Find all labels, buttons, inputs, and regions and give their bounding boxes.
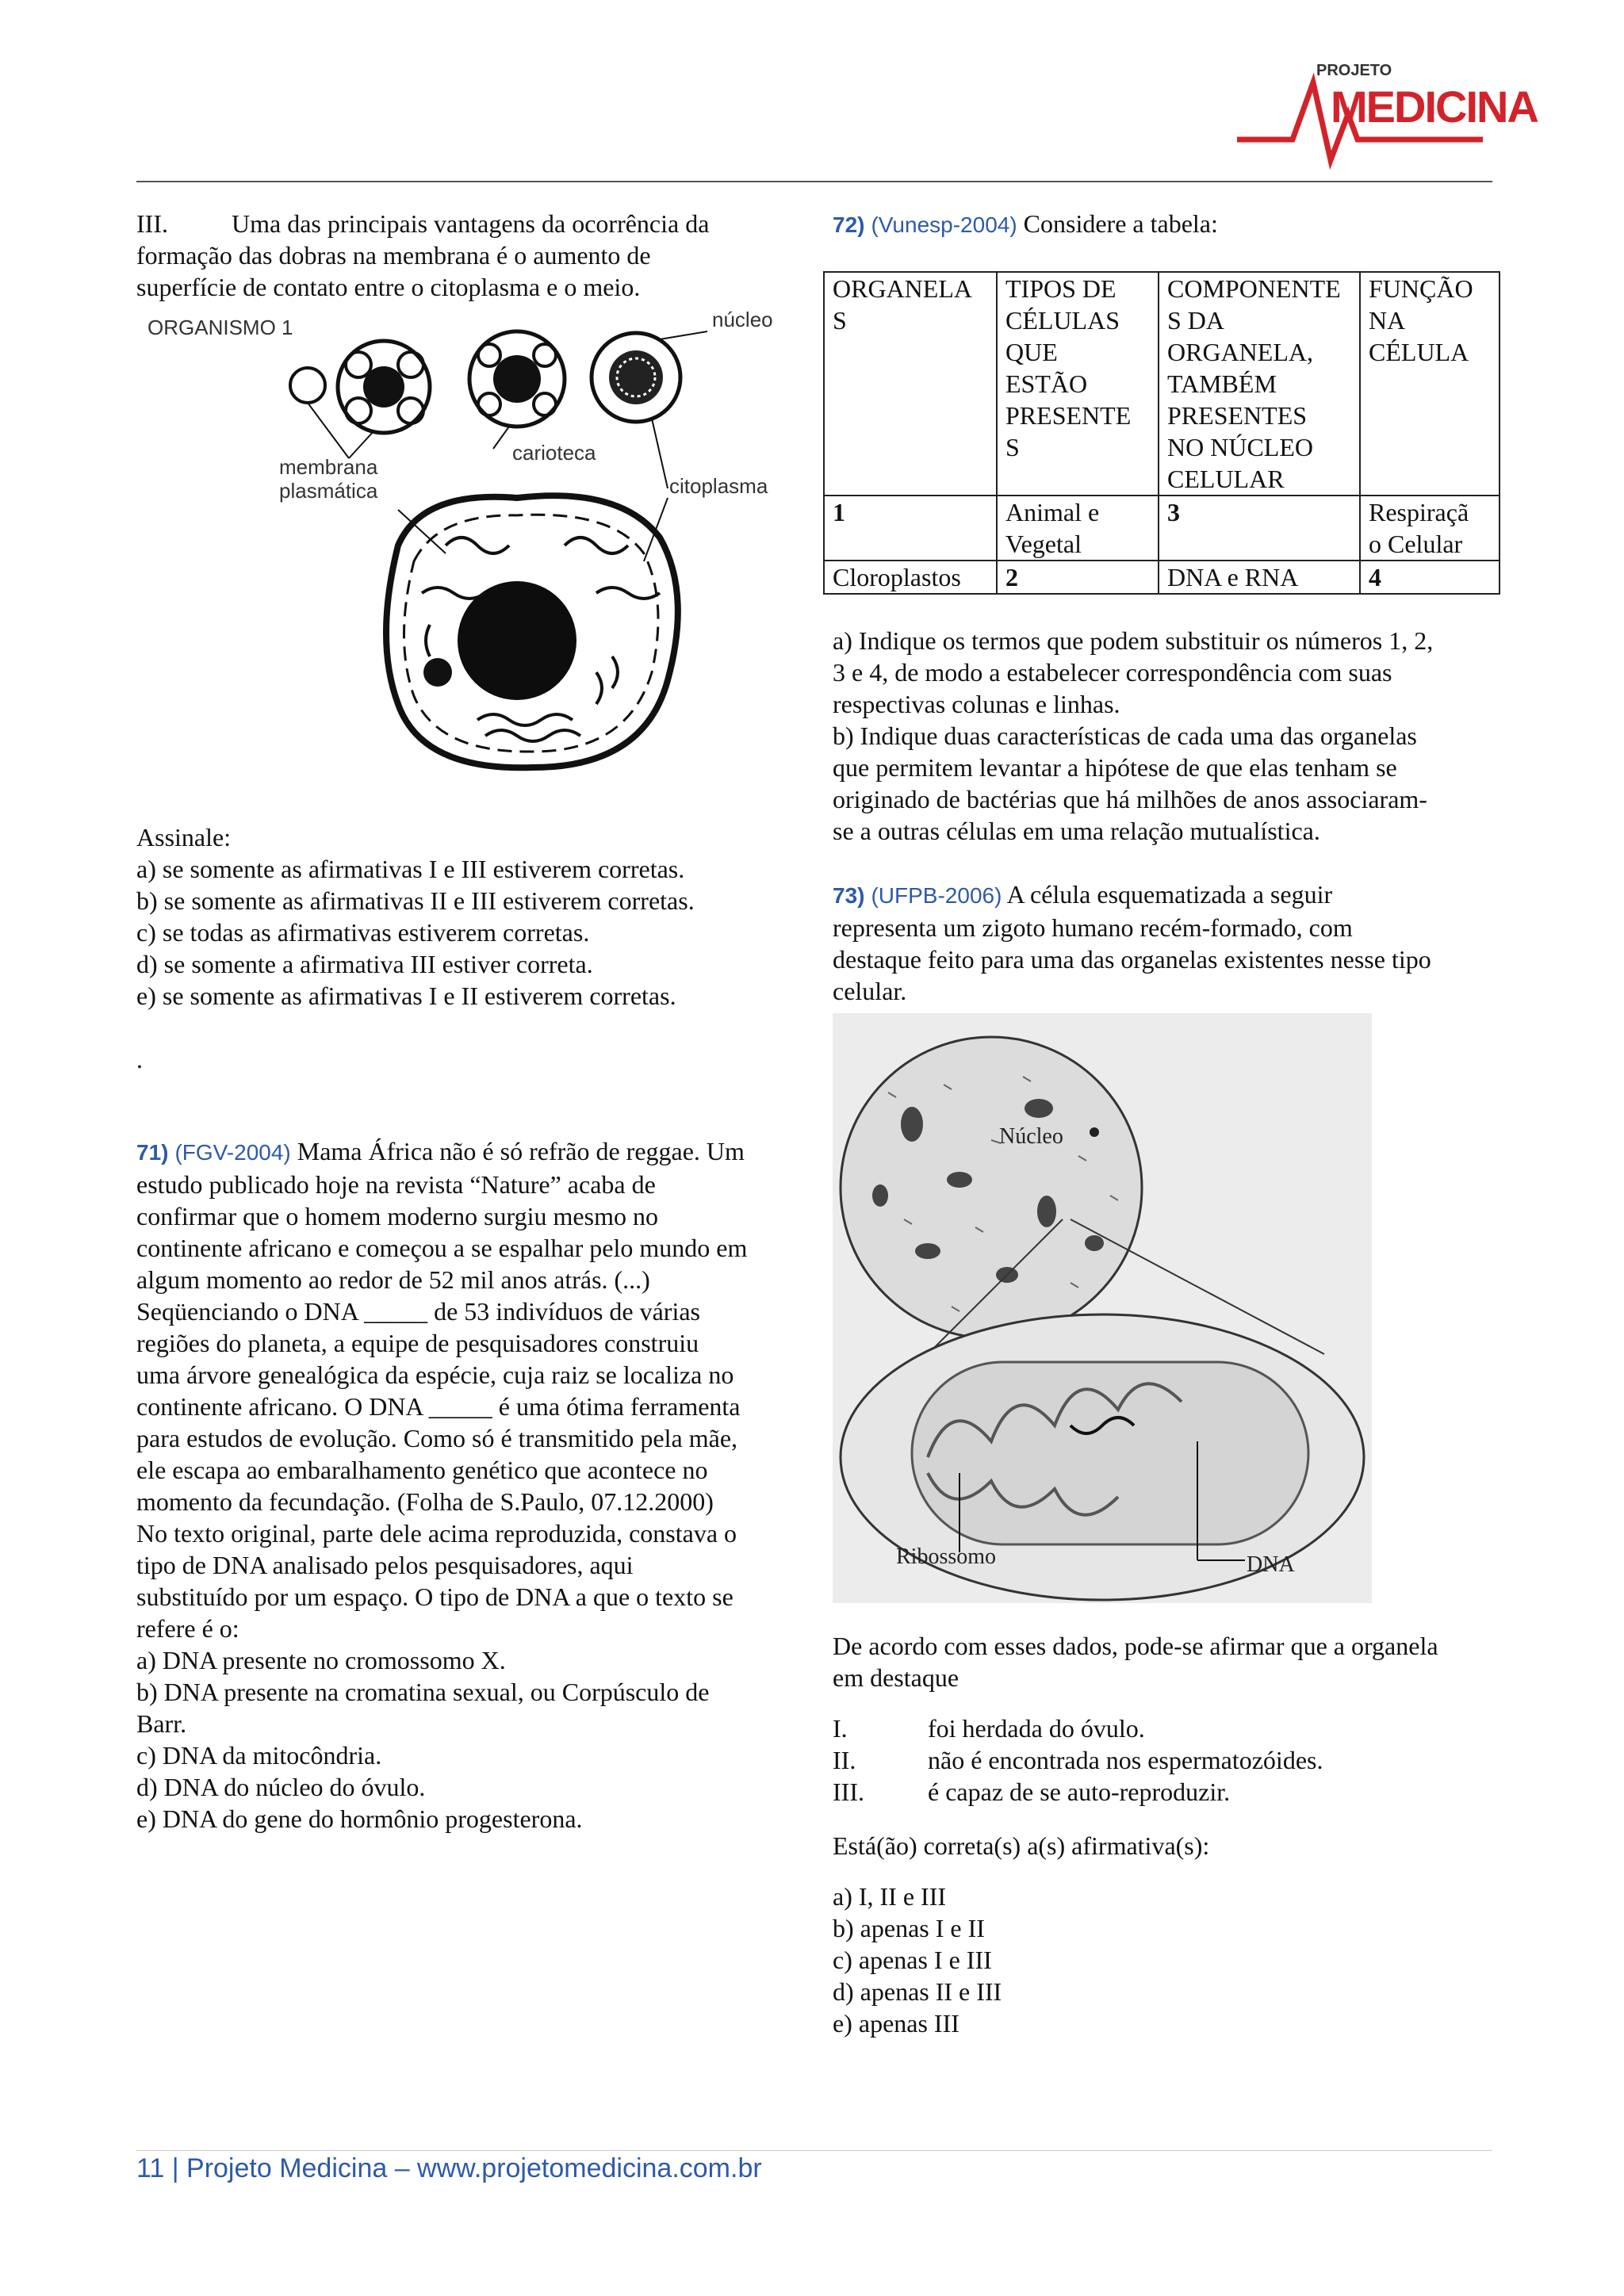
- q73-options: a) I, II e III b) apenas I e II c) apenas I e III d) apenas II e III e) apenas III: [833, 1882, 1002, 2038]
- table-header-row: [824, 272, 1500, 496]
- q73-intro: 73) (UFPB-2006) A célula esquematizada a seguir representa um zigoto humano recém-formado, com destaque feito para uma das organelas existentes nesse tipo celular.: [833, 880, 1431, 1005]
- table-cell: Respiraçã o Celular: [1360, 496, 1500, 561]
- large-cell: [386, 496, 678, 767]
- table-cell: COMPONENTE S DA ORGANELA, TAMBÉM PRESENTES NO NÚCLEO CELULAR: [1159, 272, 1360, 496]
- label-ribossomo: Ribossomo: [896, 1544, 997, 1569]
- dot: .: [136, 1045, 143, 1073]
- label-zygote-nucleo: Núcleo: [999, 1124, 1063, 1149]
- cell-figure: [136, 308, 787, 783]
- q70-item3-num: III.: [136, 209, 168, 238]
- q72-num: 72): [833, 212, 865, 237]
- q73-source: (UFPB-2006): [871, 883, 1002, 908]
- q71-source: (FGV-2004): [174, 1140, 291, 1165]
- table-cell: Animal e Vegetal: [997, 496, 1159, 561]
- label-plasmatica: plasmática: [279, 479, 378, 503]
- table-cell: 1: [824, 496, 997, 561]
- small-cell-2: [469, 331, 565, 427]
- q70-options: Assinale: a) se somente as afirmativas I e III estiverem corretas. b) se somente as afirmativas II e III estiverem corretas. c) se todas as afirmativas estiverem corretas. d) se somente a afirmativa III estiver correta. e) se somente as afirmativas I e II estiverem corretas.: [136, 823, 695, 1010]
- label-nucleo: núcleo: [712, 308, 773, 331]
- q72-text: a) Indique os termos que podem substituir os números 1, 2, 3 e 4, de modo a estabelecer correspondência com suas respectivas colunas e linhas. b) Indique duas características de cada uma das organelas que permitem levantar a hipótese de que elas tenham se originado de bactérias que há milhões de anos associaram- se a outras células em uma relação mutualística.: [833, 626, 1434, 845]
- label-carioteca: carioteca: [512, 441, 596, 465]
- zygote-figure: [833, 1013, 1372, 1603]
- label-membrana: membrana: [279, 455, 378, 479]
- q71-num: 71): [136, 1140, 169, 1165]
- q73-question: Está(ão) correta(s) a(s) afirmativa(s):: [833, 1831, 1210, 1860]
- q73-items: I. foi herdada do óvulo. II. não é encontrada nos espermatozóides. III. é capaz de se auto-reproduzir.: [833, 1714, 1323, 1806]
- label-dna: DNA: [1247, 1552, 1295, 1577]
- q72-heading: 72) (Vunesp-2004) Considere a tabela:: [833, 209, 1218, 238]
- footer-rule: [136, 2150, 1492, 2151]
- logo: [1237, 59, 1538, 170]
- q72-source: (Vunesp-2004): [871, 212, 1017, 237]
- q71: 71) (FGV-2004) Mama África não é só refrão de reggae. Um estudo publicado hoje na revista “Nature” acaba de confirmar que o homem moderno surgiu mesmo no continente africano e começou a se espalhar pelo mundo em algum momento ao redor de 52 mil anos atrás. (...) Seqüenciando o DNA _____ de 53 indivíduos de várias regiões do planeta, a equipe de pesquisadores construiu uma árvore genealógica da espécie, cuja raiz se localiza no continente africano. O DNA _____ é uma ótima ferramenta para estudos de evolução. Como só é transmitido pela mãe, ele escapa ao embaralhamento genético que acontece no momento da fecundação. (Folha de S.Paulo, 07.12.2000) No texto original, parte dele acima reproduzida, constava o tipo de DNA analisado pelos pesquisadores, aqui substituído por um espaço. O tipo de DNA a que o texto se refere é o: a) DNA presente no cromossomo X. b) DNA presente na cromatina sexual, ou Corpúsculo de Barr. c) DNA da mitocôndria. d) DNA do núcleo do óvulo. e) DNA do gene do hormônio progesterona.: [136, 1137, 748, 1833]
- q70-item3: III. Uma das principais vantagens da ocorrência da formação das dobras na membrana é o aumento de superfície de contato entre o citoplasma e o meio.: [136, 209, 710, 301]
- table-row: [824, 561, 1500, 594]
- label-citoplasma: citoplasma: [669, 474, 768, 498]
- logo-big-text: MEDICINA: [1331, 82, 1538, 132]
- table-cell: ORGANELA S: [824, 272, 997, 496]
- table-cell: 2: [997, 561, 1159, 594]
- table-cell: DNA e RNA: [1159, 561, 1360, 594]
- label-organismo: ORGANISMO 1: [147, 316, 293, 339]
- q73-num: 73): [833, 883, 865, 908]
- table-cell: 4: [1360, 561, 1500, 594]
- table-row: [824, 496, 1500, 561]
- table-cell: FUNÇÃO NA CÉLULA: [1360, 272, 1500, 496]
- logo-small-text: PROJETO: [1316, 62, 1392, 79]
- small-cell-3: [592, 333, 680, 422]
- footer: 11 | Projeto Medicina – www.projetomedicina.com.br: [136, 2153, 762, 2183]
- table-cell: Cloroplastos: [824, 561, 997, 594]
- header-rule: [136, 181, 1492, 182]
- small-cell-1: [338, 341, 430, 433]
- table-cell: 3: [1159, 496, 1360, 561]
- q73-after: De acordo com esses dados, pode-se afirmar que a organela em destaque: [833, 1632, 1438, 1692]
- q72-table: [823, 271, 1500, 595]
- table-cell: TIPOS DE CÉLULAS QUE ESTÃO PRESENTE S: [997, 272, 1159, 496]
